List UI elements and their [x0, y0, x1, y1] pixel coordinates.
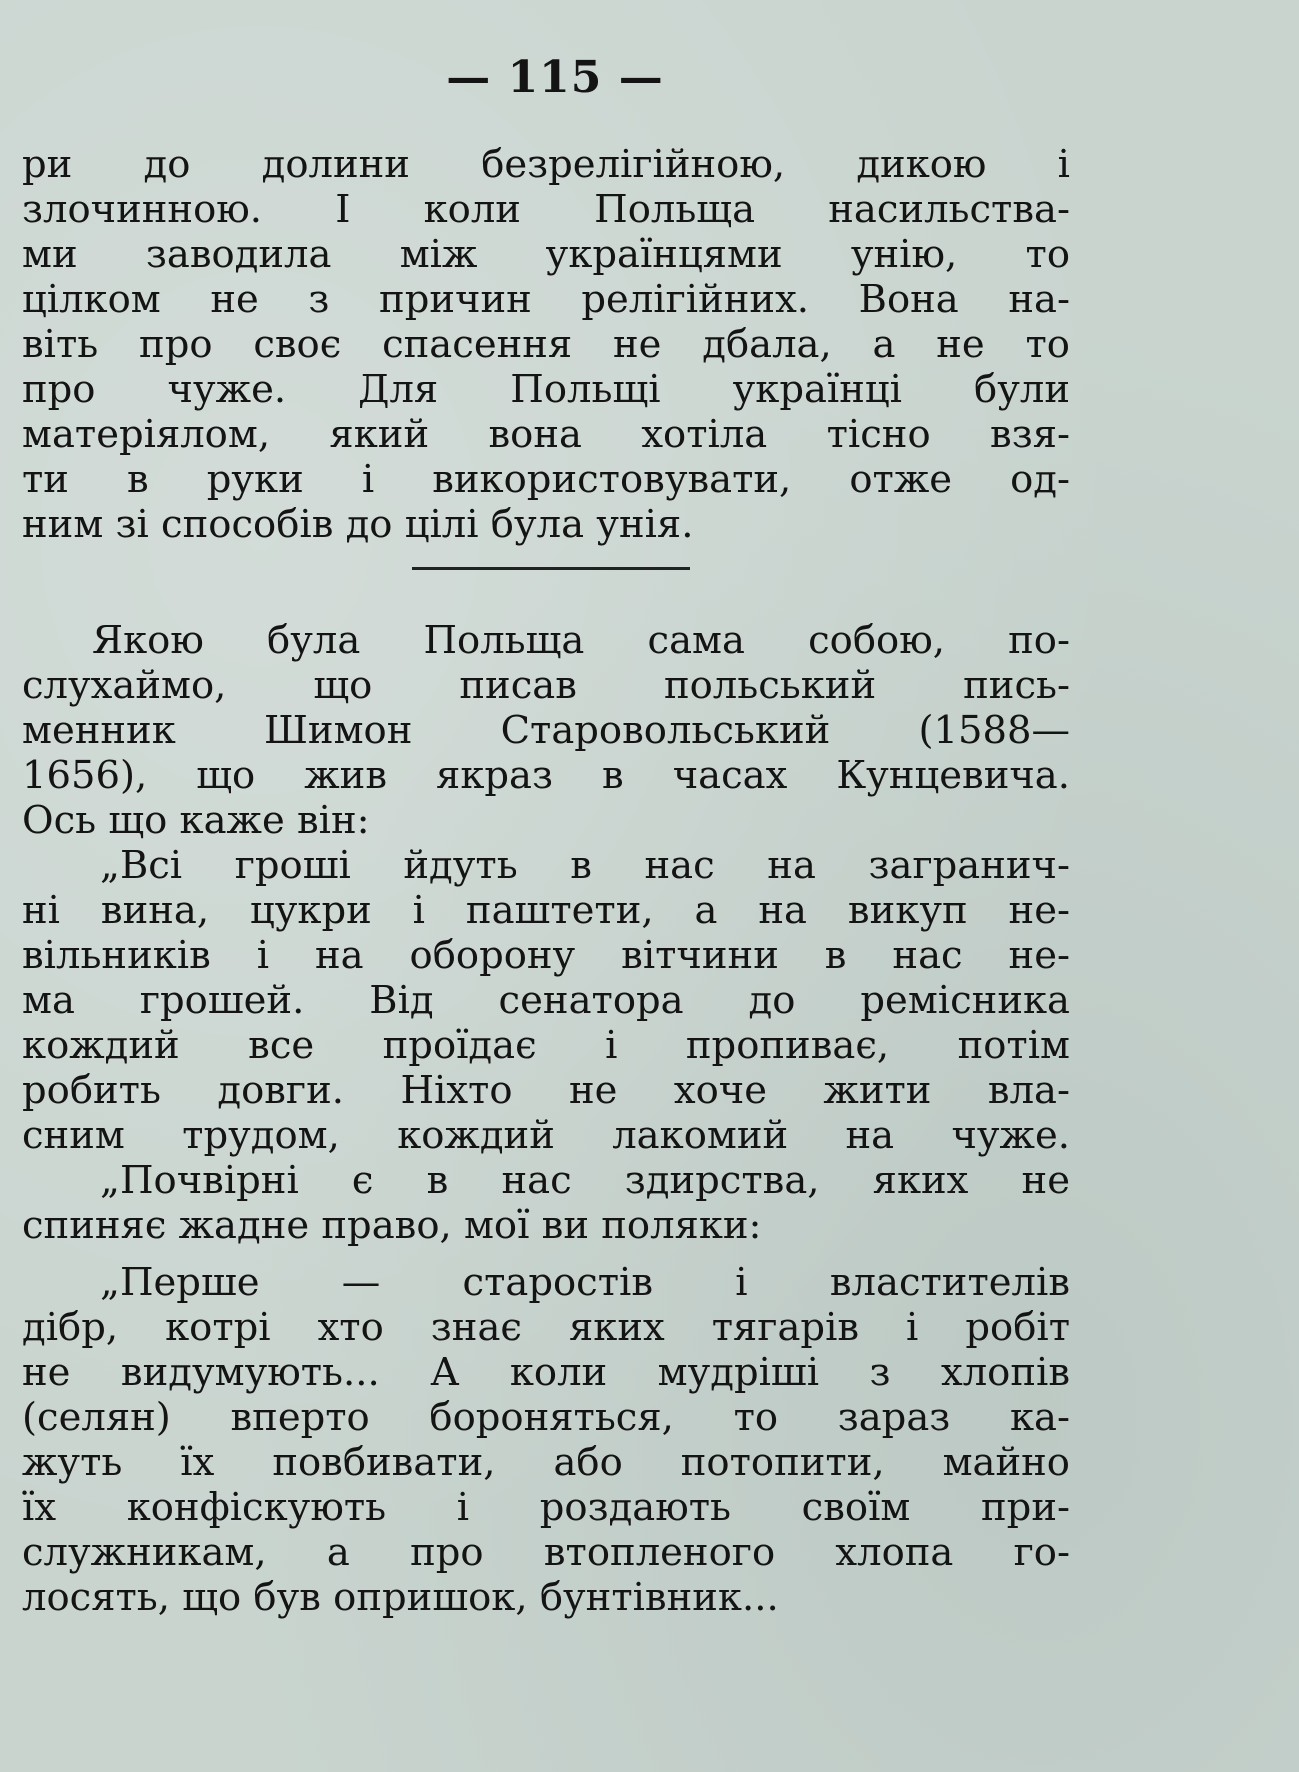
quote-line: вільників і на оборону вітчини в нас не- — [22, 933, 1070, 978]
quote-line: жуть їх повбивати, або потопити, майно — [22, 1440, 1070, 1485]
quote-line: ма грошей. Від сенатора до ремісника — [22, 978, 1070, 1023]
text-line: матеріялом, який вона хотіла тісно взя- — [22, 412, 1070, 457]
quote-line: робить довги. Ніхто не хоче жити вла- — [22, 1068, 1070, 1113]
paragraph-gap — [22, 1248, 1070, 1260]
quote-line: (селян) вперто бороняться, то зараз ка- — [22, 1395, 1070, 1440]
quote-line: сним трудом, кождий лакомий на чуже. — [22, 1113, 1070, 1158]
quote-line: служникам, а про втопленого хлопа го- — [22, 1530, 1070, 1575]
text-line: Якою була Польща сама собою, по- — [92, 618, 1070, 663]
quote-line: „Перше — старостів і властителів — [100, 1260, 1070, 1305]
text-line: ми заводила між українцями унію, то — [22, 232, 1070, 277]
text-line: 1656), що жив якраз в часах Кунцевича. — [22, 753, 1070, 798]
text-line: цілком не з причин релігійних. Вона на- — [22, 277, 1070, 322]
text-line: віть про своє спасення не дбала, а не то — [22, 322, 1070, 367]
text-line: Ось що каже він: — [22, 798, 370, 843]
page-number: — 115 — — [446, 52, 664, 103]
text-line: злочинною. І коли Польща насильства- — [22, 187, 1070, 232]
text-line: ри до долини безрелігійною, дикою і — [22, 142, 1070, 187]
text-line: про чуже. Для Польщі українці були — [22, 367, 1070, 412]
quote-line: „Почвірні є в нас здирства, яких не — [100, 1158, 1070, 1203]
quote-line: спиняє жадне право, мої ви поляки: — [22, 1203, 762, 1248]
paragraph-union — [22, 142, 1070, 547]
quote-line: дібр, котрі хто знає яких тягарів і робіт — [22, 1305, 1070, 1350]
quote-line: кождий все проїдає і пропиває, потім — [22, 1023, 1070, 1068]
text-line: ним зі способів до цілі була унія. — [22, 502, 694, 547]
quote-line: лосять, що був опришок, бунтівник... — [22, 1575, 779, 1620]
section-starowolski — [22, 618, 1070, 1620]
text-line: менник Шимон Старовольський (1588— — [22, 708, 1070, 753]
quote-line: ні вина, цукри і паштети, а на викуп не- — [22, 888, 1070, 933]
quote-line: їх конфіскують і роздають своїм при- — [22, 1485, 1070, 1530]
quote-line: не видумують... А коли мудріші з хлопів — [22, 1350, 1070, 1395]
quote-line: „Всі гроші йдуть в нас на загранич- — [100, 843, 1070, 888]
section-divider — [412, 567, 690, 570]
text-line: слухаймо, що писав польський пись- — [22, 663, 1070, 708]
text-line: ти в руки і використовувати, отже од- — [22, 457, 1070, 502]
